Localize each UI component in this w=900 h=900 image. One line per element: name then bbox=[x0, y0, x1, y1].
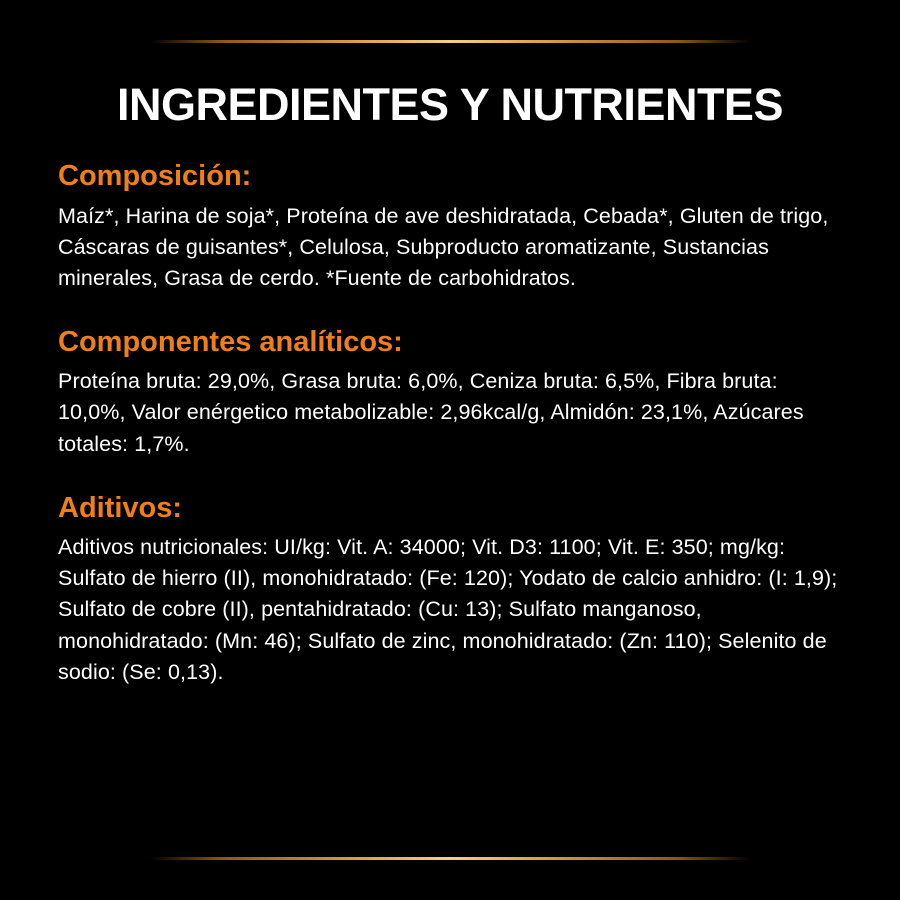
section-aditivos bbox=[58, 490, 842, 688]
section-body-aditivos: Aditivos nutricionales: UI/kg: Vit. A: 34000; Vit. D3: 1100; Vit. E: 350; mg/kg: Sulfato de hierro (II), monohidratado: (Fe: 120); Yodato de calcio anhidro: (I: 1,9); Sulfato de cobre (II), pentahidratado: (Cu: 13); Sulfato manganoso, monohidratado: (Mn: 46); Sulfato de zinc, monohidratado: (Zn: 110); Selenito de sodio: (Se: 0,13). bbox=[58, 535, 838, 684]
section-heading-aditivos: Aditivos: bbox=[58, 491, 183, 524]
page-title: INGREDIENTES Y NUTRIENTES bbox=[117, 79, 783, 130]
bottom-divider bbox=[150, 857, 750, 860]
section-body-composicion: Maíz*, Harina de soja*, Proteína de ave deshidratada, Cebada*, Gluten de trigo, Cáscaras de guisantes*, Celulosa, Subproducto aromatizante, Sustancias minerales, Grasa de cerdo. *Fuente de carbohidratos. bbox=[58, 203, 829, 290]
section-body-componentes-analiticos: Proteína bruta: 29,0%, Grasa bruta: 6,0%, Ceniza bruta: 6,5%, Fibra bruta: 10,0%, Valor enérgetico metabolizable: 2,96kcal/g, Almidón: 23,1%, Azúcares totales: 1,7%. bbox=[58, 369, 804, 456]
section-composicion bbox=[58, 158, 842, 294]
section-heading-composicion: Composición: bbox=[58, 160, 252, 193]
content-area bbox=[0, 43, 900, 857]
section-heading-componentes-analiticos: Componentes analíticos: bbox=[58, 326, 403, 359]
section-componentes-analiticos bbox=[58, 324, 842, 460]
